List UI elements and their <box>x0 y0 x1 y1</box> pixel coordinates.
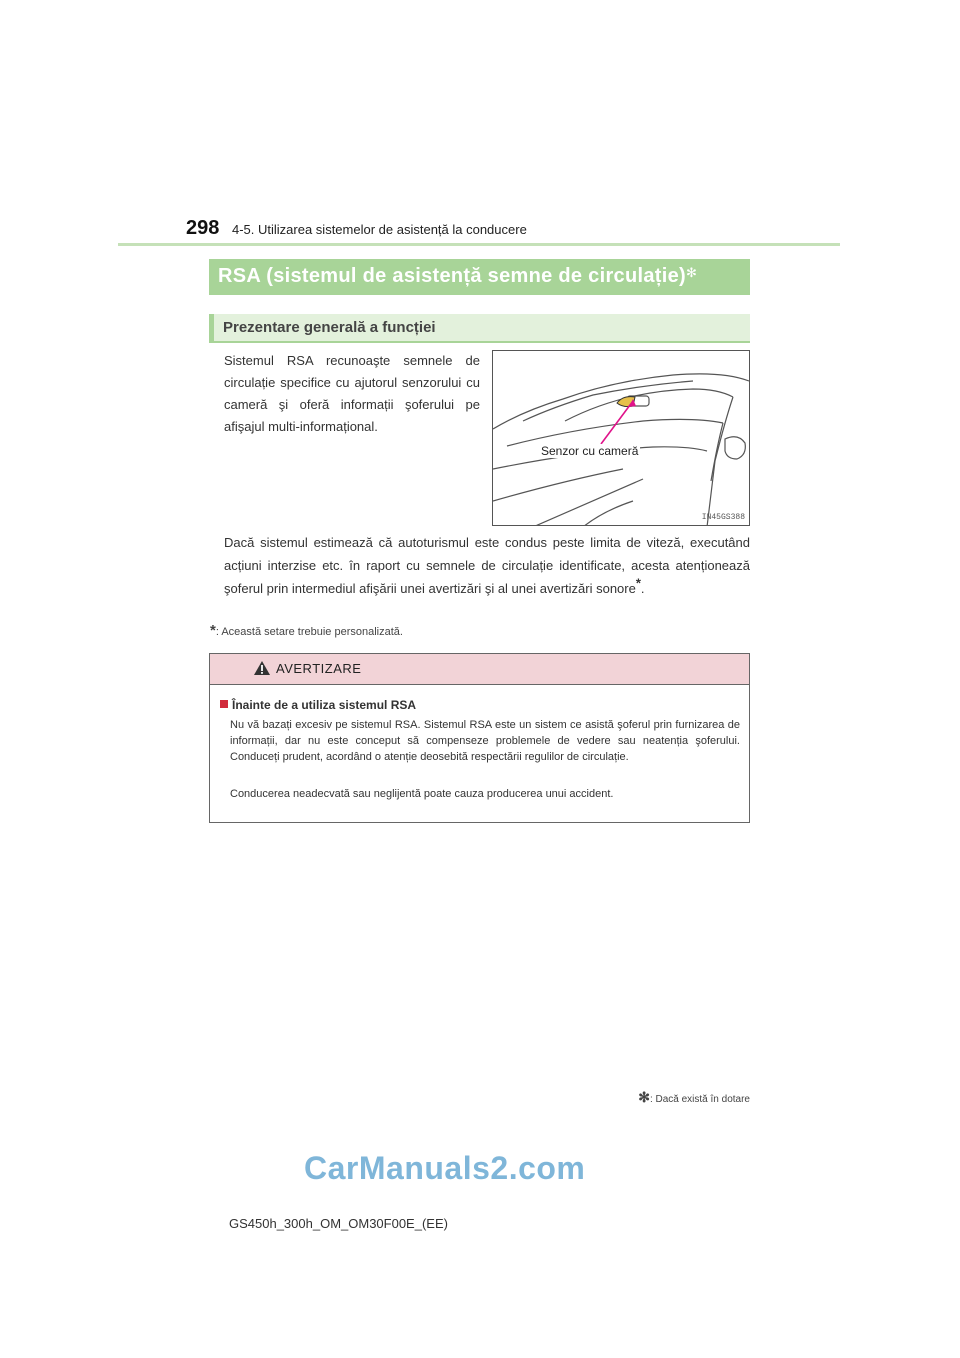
body-paragraph-text: Dacă sistemul estimează că autoturismul este condus peste limita de viteză, executând acțiuni interzise etc. în raport cu semnele de circulație identificate, acesta atenționează şoferul prin intermediul afişării unei avertizări şi al unei avertizări sonore <box>224 535 750 596</box>
footnote-asterisk: * <box>210 622 216 639</box>
header-rule <box>118 243 840 246</box>
page-title-text: RSA (sistemul de asistență semne de circulație) <box>218 265 686 287</box>
footnote <box>210 622 403 639</box>
warning-subtitle <box>220 698 416 712</box>
document-id: GS450h_300h_OM_OM30F00E_(EE) <box>229 1216 448 1231</box>
warning-header <box>210 654 749 685</box>
body-paragraph-end: . <box>640 581 645 596</box>
warning-body: Nu vă bazați excesiv pe sistemul RSA. Sistemul RSA este un sistem ce asistă şoferul prin furnizarea de informații, dar nu este conceput să compenseze problemele de vedere sau neatenția şoferului. Conduceți prudent, acordând o atenție deosebită respectării regulilor de circulație. <box>230 719 740 763</box>
section-header: 4-5. Utilizarea sistemelor de asistență la conducere <box>232 222 527 237</box>
subheading: Prezentare generală a funcției <box>223 319 436 336</box>
intro-text: Sistemul RSA recunoaşte semnele de circulație specifice cu ajutorul senzorului cu cameră şi oferă informații şoferului pe afişajul multi-informațional. <box>224 353 480 434</box>
subheading-bar <box>209 314 750 343</box>
warning-title: AVERTIZARE <box>276 661 362 676</box>
footnote-text: : Această setare trebuie personalizată. <box>215 626 403 638</box>
availability-asterisk: ✻ <box>638 1089 650 1105</box>
availability-note <box>638 1089 750 1106</box>
watermark: CarManuals2.com <box>304 1150 586 1186</box>
title-bar <box>209 259 750 295</box>
warning-triangle-icon <box>253 660 271 676</box>
page-number: 298 <box>186 217 220 239</box>
warning-box <box>209 653 750 823</box>
page-title <box>218 265 697 288</box>
warning-body-consequence: Conducerea neadecvată sau neglijentă poate cauza producerea unui accident. <box>230 788 614 800</box>
car-illustration <box>492 350 750 526</box>
body-paragraph <box>224 531 750 600</box>
car-drawing <box>493 351 750 526</box>
warning-subtitle-text: Înainte de a utiliza sistemul RSA <box>232 698 417 712</box>
footnote-marker: * <box>635 575 641 591</box>
availability-marker: ✻ <box>685 265 698 280</box>
red-square-bullet-icon <box>220 700 228 708</box>
camera-sensor-label: Senzor cu cameră <box>541 444 639 458</box>
availability-note-text: : Dacă există în dotare <box>649 1094 750 1105</box>
figure-code: IN45GS388 <box>701 513 745 522</box>
